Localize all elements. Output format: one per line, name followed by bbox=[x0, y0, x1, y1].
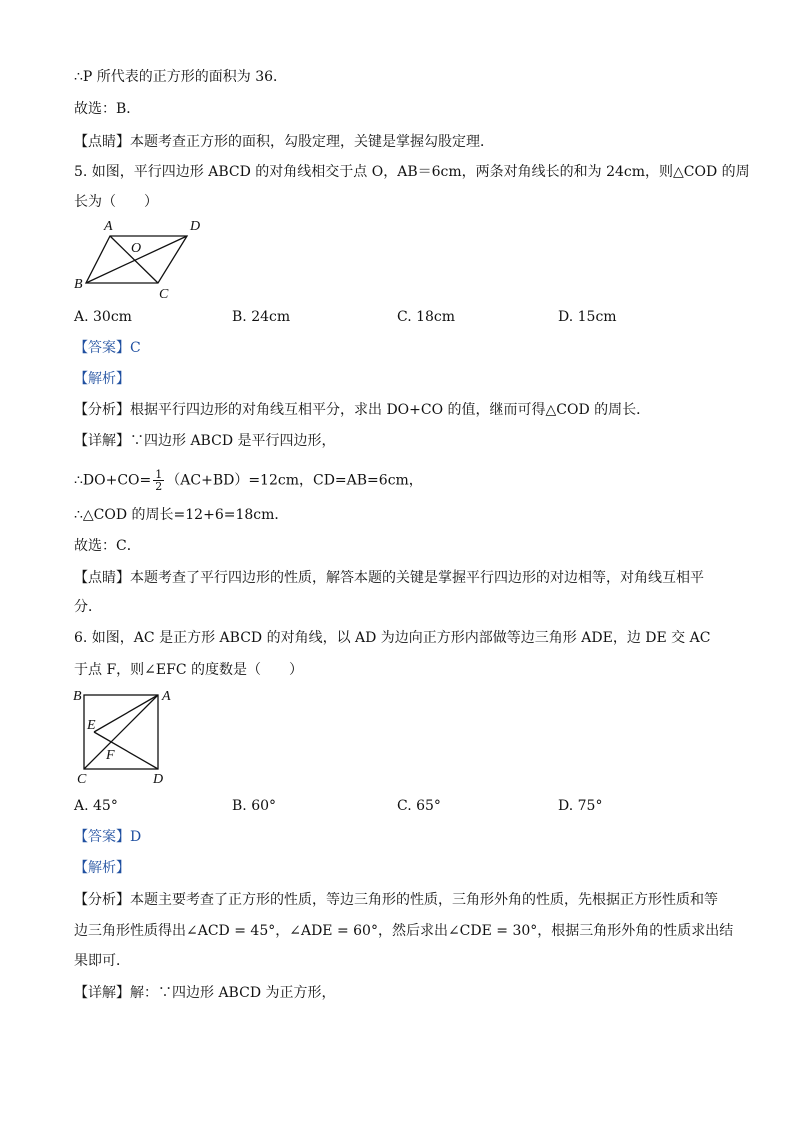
q5-answer: 【答案】C bbox=[74, 340, 141, 356]
q6-stem-line2: 于点 F，则∠EFC 的度数是（ ） bbox=[74, 662, 303, 678]
fraction-denominator: 2 bbox=[155, 480, 163, 493]
q5-option-b: B. 24cm bbox=[232, 309, 291, 325]
label-e: E bbox=[87, 718, 96, 733]
q5-detail3: ∴△COD 的周长=12+6=18cm． bbox=[74, 507, 289, 523]
q5-analysis-title: 【解析】 bbox=[74, 371, 130, 387]
q4-therefore-line: ∴P 所代表的正方形的面积为 36． bbox=[74, 69, 288, 85]
q5-detail2-pre: ∴DO+CO= bbox=[74, 472, 152, 489]
q6-fenxi-line3: 果即可． bbox=[74, 953, 130, 969]
label-c: C bbox=[77, 772, 87, 787]
q5-stem-line1: 5. 如图，平行四边形 ABCD 的对角线相交于点 O，AB＝6cm，两条对角线长的和为 24cm，则△COD 的周 bbox=[74, 164, 750, 180]
label-d: D bbox=[153, 772, 164, 787]
q5-detail1: 【详解】∵四边形 ABCD 是平行四边形， bbox=[74, 433, 336, 449]
q4-comment: 【点睛】本题考查正方形的面积，勾股定理，关键是掌握勾股定理． bbox=[74, 134, 494, 150]
segment-de bbox=[94, 732, 158, 769]
q5-parallelogram-figure bbox=[70, 214, 210, 306]
q6-stem-line1: 6. 如图，AC 是正方形 ABCD 的对角线，以 AD 为边向正方形内部做等边三角形 ADE，边 DE 交 AC bbox=[74, 630, 711, 646]
q5-choice: 故选：C． bbox=[74, 538, 141, 554]
label-f: F bbox=[106, 748, 115, 763]
q5-option-a: A. 30cm bbox=[74, 309, 132, 325]
q5-option-c: C. 18cm bbox=[397, 309, 456, 325]
q6-option-d: D. 75° bbox=[558, 798, 603, 814]
q5-stem-line2: 长为（ ） bbox=[74, 194, 158, 210]
q6-option-c: C. 65° bbox=[397, 798, 441, 814]
q5-comment-line2: 分． bbox=[74, 599, 102, 615]
q5-detail2 bbox=[74, 469, 423, 492]
label-o: O bbox=[131, 241, 142, 256]
q5-option-d: D. 15cm bbox=[558, 309, 617, 325]
fraction-half bbox=[153, 469, 164, 492]
label-c: C bbox=[159, 287, 169, 302]
label-d: D bbox=[190, 219, 201, 234]
q5-comment-line1: 【点睛】本题考查了平行四边形的性质，解答本题的关键是掌握平行四边形的对边相等，对角线互相平 bbox=[74, 570, 704, 586]
q4-choice: 故选：B． bbox=[74, 101, 141, 117]
q6-square-figure bbox=[70, 683, 180, 789]
fraction-numerator: 1 bbox=[155, 468, 163, 481]
q5-fenxi: 【分析】根据平行四边形的对角线互相平分，求出 DO+CO 的值，继而可得△COD 的周长． bbox=[74, 402, 651, 418]
q6-analysis-title: 【解析】 bbox=[74, 860, 130, 876]
label-b: B bbox=[73, 689, 82, 704]
label-b: B bbox=[74, 277, 83, 292]
q6-fenxi-line2: 边三角形性质得出∠ACD = 45°，∠ADE = 60°，然后求出∠CDE = 30°，根据三角形外角的性质求出结 bbox=[74, 923, 734, 939]
q6-option-b: B. 60° bbox=[232, 798, 277, 814]
q6-fenxi-line1: 【分析】本题主要考查了正方形的性质，等边三角形的性质，三角形外角的性质，先根据正方形性质和等 bbox=[74, 892, 718, 908]
q6-option-a: A. 45° bbox=[74, 798, 118, 814]
label-a: A bbox=[162, 689, 171, 704]
q6-answer: 【答案】D bbox=[74, 829, 142, 845]
q5-detail2-post: （AC+BD）=12cm，CD=AB=6cm， bbox=[166, 472, 423, 489]
label-a: A bbox=[104, 219, 113, 234]
q6-detail1: 【详解】解：∵四边形 ABCD 为正方形， bbox=[74, 985, 336, 1001]
